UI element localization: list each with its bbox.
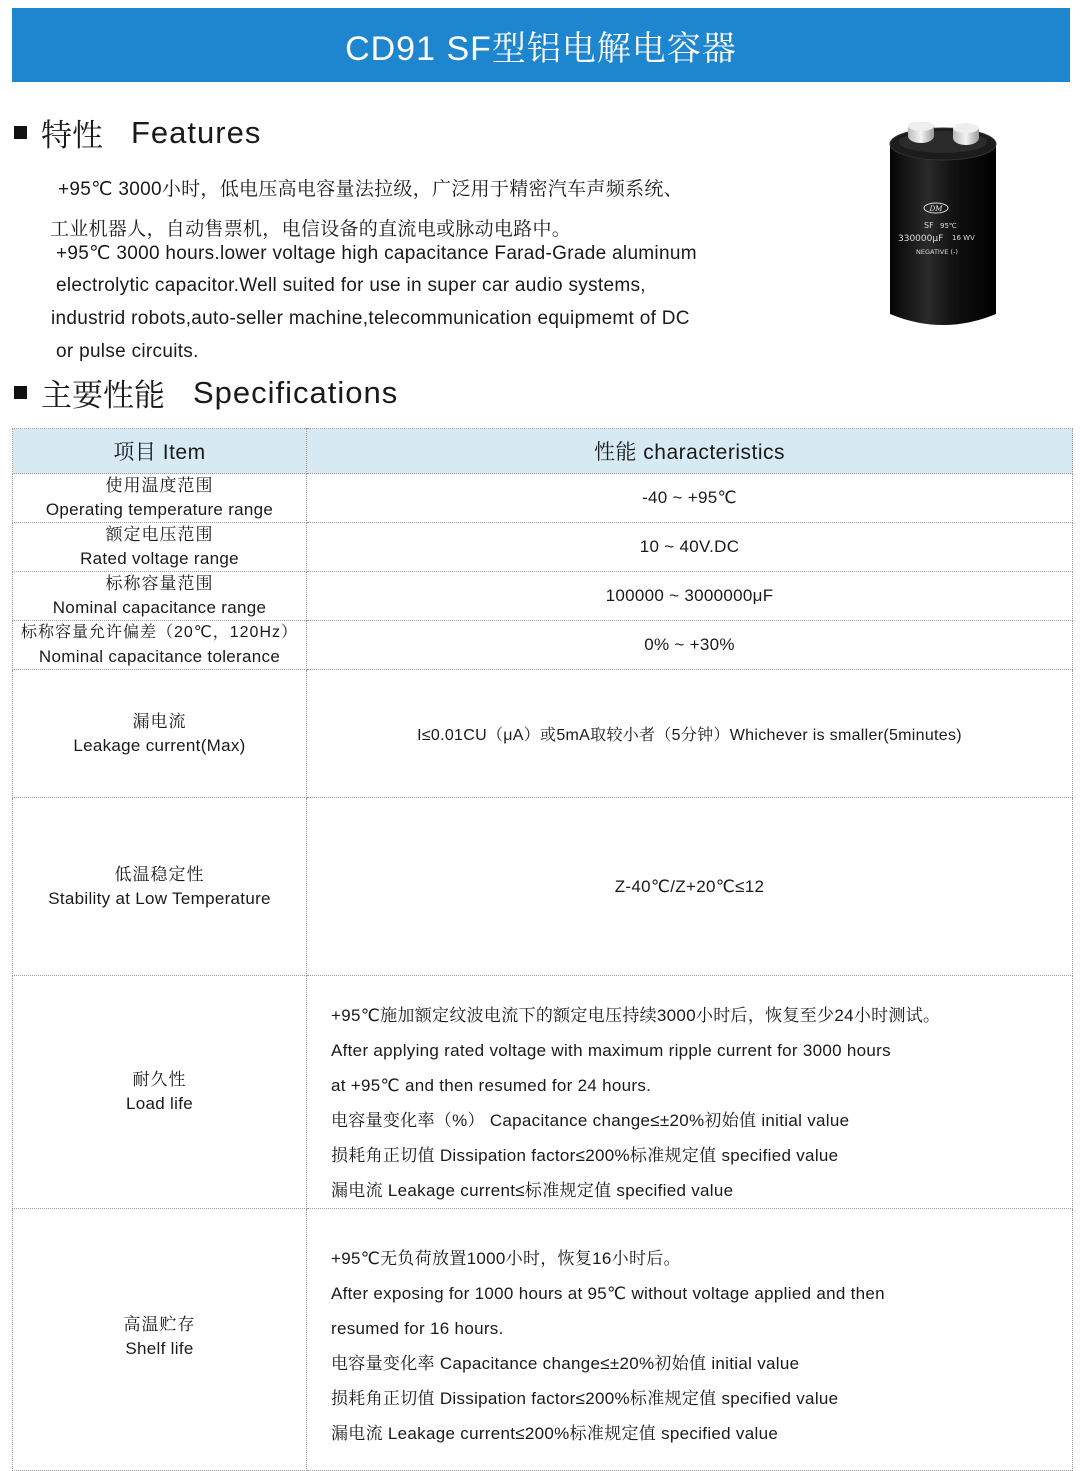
features-line: or pulse circuits. <box>56 341 199 362</box>
shelf-life-line: 电容量变化率 Capacitance change≤±20%初始值 initial value <box>331 1354 800 1373</box>
shelf-life-value-cell <box>307 1209 1073 1471</box>
features-heading-zh: 特性 <box>41 118 103 153</box>
item-label-zh: 低温稳定性 <box>114 864 205 884</box>
load-life-line: After applying rated voltage with maximum ripple current for 3000 hours <box>331 1041 891 1060</box>
item-label-zh: 标称容量允许偏差（20℃，120Hz） <box>20 624 299 641</box>
table-row <box>13 474 1073 523</box>
item-label-zh: 耐久性 <box>132 1070 187 1089</box>
table-row <box>13 798 1073 976</box>
features-heading <box>14 110 261 155</box>
value-cell: 100000 ~ 3000000μF <box>307 572 1073 621</box>
specifications-heading <box>14 370 398 415</box>
features-heading-en: Features <box>131 114 262 150</box>
load-life-line: at +95℃ and then resumed for 24 hours. <box>331 1076 652 1095</box>
shelf-life-line: 损耗角正切值 Dissipation factor≤200%标准规定值 specified value <box>331 1389 839 1408</box>
capacitor-product-image <box>888 122 998 332</box>
item-label-en: Operating temperature range <box>45 500 274 519</box>
item-label-en: Nominal capacitance range <box>52 598 267 617</box>
capacitor-brand-label: DM <box>929 205 943 213</box>
features-line: industrid robots,auto-seller machine,telecommunication equipmemt of DC <box>51 308 690 329</box>
item-label-zh: 漏电流 <box>132 711 187 731</box>
capacitor-temp-label: 95℃ <box>940 222 957 230</box>
load-life-line: 电容量变化率（%） Capacitance change≤±20%初始值 initial value <box>331 1111 850 1130</box>
item-cell <box>13 976 307 1209</box>
item-label-zh: 标称容量范围 <box>105 574 214 593</box>
load-life-line: +95℃施加额定纹波电流下的额定电压持续3000小时后，恢复至少24小时测试。 <box>331 1006 941 1025</box>
item-cell <box>13 474 307 523</box>
value-cell: -40 ~ +95℃ <box>307 474 1073 523</box>
capacitor-polarity-label: NEGATIVE (-) <box>916 248 958 256</box>
features-line: +95℃ 3000 hours.lower voltage high capacitance Farad-Grade aluminum <box>56 243 697 264</box>
capacitor-series-label: SF <box>924 221 934 230</box>
value-cell: Z-40℃/Z+20℃≤12 <box>307 798 1073 976</box>
item-cell <box>13 572 307 621</box>
table-header-row <box>13 429 1073 474</box>
specifications-table <box>12 428 1073 1471</box>
value-cell: 10 ~ 40V.DC <box>307 523 1073 572</box>
item-label-en: Leakage current(Max) <box>73 735 246 755</box>
item-cell <box>13 621 307 670</box>
load-life-line: 漏电流 Leakage current≤标准规定值 specified value <box>331 1181 734 1200</box>
item-label-zh: 额定电压范围 <box>105 525 214 544</box>
item-label-zh: 使用温度范围 <box>105 476 214 495</box>
bullet-square-icon <box>14 386 27 399</box>
capacitor-voltage-label: 16 WV <box>952 234 975 242</box>
item-label-en: Shelf life <box>125 1339 194 1358</box>
item-label-en: Stability at Low Temperature <box>48 888 271 908</box>
table-row <box>13 572 1073 621</box>
item-cell <box>13 798 307 976</box>
title-banner <box>12 8 1070 82</box>
page-title: CD91 SF型铝电解电容器 <box>345 29 737 68</box>
column-header-item: 项目 Item <box>13 429 307 474</box>
shelf-life-line: After exposing for 1000 hours at 95℃ without voltage applied and then <box>331 1284 885 1303</box>
shelf-life-line: 漏电流 Leakage current≤200%标准规定值 specified value <box>331 1424 779 1443</box>
table-row <box>13 621 1073 670</box>
load-life-value-cell <box>307 976 1073 1209</box>
capacitor-capacitance-label: 330000μF <box>898 234 944 244</box>
features-line: +95℃ 3000小时，低电压高电容量法拉级，广泛用于精密汽车声频系统、 <box>58 179 683 200</box>
item-cell <box>13 670 307 798</box>
value-cell: I≤0.01CU（μA）或5mA取较小者（5分钟）Whichever is smaller(5minutes) <box>307 670 1073 798</box>
item-label-en: Load life <box>126 1094 193 1113</box>
features-line: 工业机器人，自动售票机，电信设备的直流电或脉动电路中。 <box>50 219 572 240</box>
specifications-heading-zh: 主要性能 <box>41 378 165 413</box>
item-cell <box>13 1209 307 1471</box>
load-life-line: 损耗角正切值 Dissipation factor≤200%标准规定值 specified value <box>331 1146 839 1165</box>
shelf-life-line: +95℃无负荷放置1000小时，恢复16小时后。 <box>331 1249 681 1268</box>
specifications-heading-en: Specifications <box>193 374 399 410</box>
table-row <box>13 670 1073 798</box>
item-cell <box>13 523 307 572</box>
table-row <box>13 523 1073 572</box>
table-row <box>13 1209 1073 1471</box>
bullet-square-icon <box>14 126 27 139</box>
value-cell: 0% ~ +30% <box>307 621 1073 670</box>
features-line: electrolytic capacitor.Well suited for use in super car audio systems, <box>56 275 646 296</box>
column-header-characteristics: 性能 characteristics <box>307 429 1073 474</box>
table-row <box>13 976 1073 1209</box>
item-label-en: Nominal capacitance tolerance <box>38 647 281 666</box>
shelf-life-line: resumed for 16 hours. <box>331 1319 504 1338</box>
item-label-zh: 高温贮存 <box>123 1315 196 1334</box>
item-label-en: Rated voltage range <box>80 549 239 568</box>
